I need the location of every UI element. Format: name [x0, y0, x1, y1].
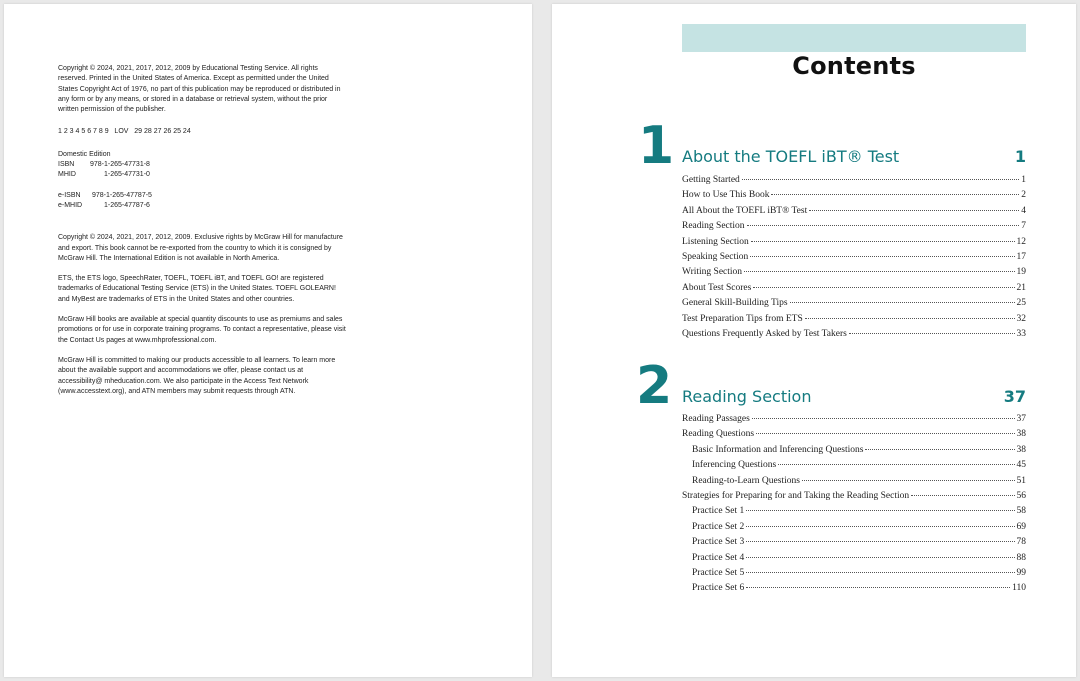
contents-page: [552, 4, 1076, 677]
toc-entry-page: 1: [1021, 175, 1026, 185]
dot-leader: [746, 541, 1014, 542]
toc-entry[interactable]: [682, 267, 1026, 282]
chapter-title: Reading Section: [682, 387, 812, 406]
chapter-page: 1: [1014, 147, 1026, 166]
toc-entry-label: Reading Section: [682, 221, 745, 232]
chapter-title: About the TOEFL iBT® Test: [682, 147, 900, 166]
mhid-value: 1-265-47731-0: [104, 171, 150, 179]
discounts-notice: McGraw Hill books are available at special quantity discounts to use as premiums and sales promotions or for use in corporate training programs. To contact a representative, please visit the Contact Us pages at www.mhprofessional.com.: [58, 316, 346, 344]
toc-entry[interactable]: [682, 429, 1026, 444]
toc-entry-label: Reading Questions: [682, 429, 755, 440]
toc-subentry[interactable]: [682, 445, 1026, 460]
toc-subentry[interactable]: [682, 460, 1026, 475]
toc-entry-label: Practice Set 2: [692, 521, 745, 532]
eisbn-row: [58, 191, 348, 201]
toc-entry[interactable]: [682, 491, 1026, 506]
toc-entry[interactable]: [682, 221, 1026, 236]
toc-entry-label: Basic Information and Inferencing Questions: [692, 444, 864, 455]
toc-entry[interactable]: [682, 206, 1026, 221]
toc-entry-label: Questions Frequently Asked by Test Takers: [682, 328, 847, 339]
dot-leader: [746, 526, 1014, 527]
trademarks-notice: ETS, the ETS logo, SpeechRater, TOEFL, TOEFL iBT, and TOEFL GO! are registered trademarks of Educational Testing Service (ETS) in the United States. TOEFL GOLEARN! and MyBest are trademarks of ETS in the United States and other countries.: [58, 275, 336, 303]
dot-leader: [911, 495, 1014, 496]
toc-entry-label: General Skill-Building Tips: [682, 298, 788, 309]
toc-list: [682, 175, 1026, 344]
toc-entry-page: 7: [1021, 221, 1026, 232]
dot-leader: [747, 225, 1020, 226]
toc-subentry[interactable]: [682, 583, 1026, 598]
toc-entry-page: 25: [1016, 298, 1026, 309]
toc-entry-page: 56: [1016, 490, 1026, 501]
toc-entry-page: 45: [1016, 460, 1026, 471]
toc-entry-label: How to Use This Book: [682, 190, 770, 201]
toc-entry-label: Writing Section: [682, 267, 743, 278]
toc-entry-label: Practice Set 1: [692, 506, 745, 517]
toc-entry-label: Inferencing Questions: [692, 460, 777, 471]
toc-entry-label: Reading-to-Learn Questions: [692, 475, 800, 486]
toc-entry[interactable]: [682, 237, 1026, 252]
eisbn-label: e-ISBN: [58, 191, 81, 199]
dot-leader: [802, 480, 1015, 481]
dot-leader: [865, 449, 1014, 450]
toc-entry-page: 33: [1016, 328, 1026, 339]
toc-entry-page: 88: [1016, 552, 1026, 563]
toc-subentry[interactable]: [682, 553, 1026, 568]
toc-entry-page: 110: [1012, 583, 1026, 594]
toc-entry-page: 38: [1016, 429, 1026, 440]
isbn-label: ISBN: [58, 161, 75, 169]
toc-entry[interactable]: [682, 190, 1026, 205]
eisbn-value: 978-1-265-47787-5: [92, 191, 152, 199]
dot-leader: [746, 587, 1010, 588]
toc-entry-page: 17: [1016, 251, 1026, 262]
dot-leader: [752, 418, 1015, 419]
toc-entry-label: Practice Set 4: [692, 552, 745, 563]
print-line: 1 2 3 4 5 6 7 8 9 LOV 29 28 27 26 25 24: [58, 128, 191, 136]
toc-entry-page: 38: [1016, 444, 1026, 455]
dot-leader: [753, 287, 1014, 288]
toc-entry[interactable]: [682, 283, 1026, 298]
toc-entry-page: 32: [1016, 313, 1026, 324]
toc-entry[interactable]: [682, 175, 1026, 190]
toc-entry-page: 99: [1016, 567, 1026, 578]
dot-leader: [778, 464, 1014, 465]
toc-entry-page: 69: [1016, 521, 1026, 532]
chapter-number: 2: [636, 356, 673, 416]
toc-entry-page: 78: [1016, 537, 1026, 548]
toc-entry-page: 12: [1016, 236, 1026, 247]
toc-entry-label: Reading Passages: [682, 414, 750, 424]
toc-subentry[interactable]: [682, 568, 1026, 583]
toc-entry[interactable]: [682, 252, 1026, 267]
toc-list: [682, 414, 1026, 599]
toc-entry-page: 58: [1016, 506, 1026, 517]
toc-entry-page: 51: [1016, 475, 1026, 486]
copyright-page: [4, 4, 532, 677]
dot-leader: [809, 210, 1019, 211]
toc-entry-label: Practice Set 5: [692, 567, 745, 578]
dot-leader: [805, 318, 1015, 319]
toc-entry-page: 21: [1016, 282, 1026, 293]
emhid-row: [58, 201, 348, 211]
dot-leader: [750, 256, 1014, 257]
toc-subentry[interactable]: [682, 506, 1026, 521]
toc-entry-page: 37: [1016, 414, 1026, 424]
accessibility-notice: McGraw Hill is committed to making our products accessible to all learners. To learn more about the available support and accommodations we offer, please contact us at accessibility@ mheducation.com. We also participate in the Access Text Network (www.accesstext.org), and ATN members may submit requests through ATN.: [58, 356, 336, 395]
chapter-number: 1: [638, 116, 675, 176]
dot-leader: [742, 179, 1019, 180]
toc-entry[interactable]: [682, 314, 1026, 329]
dot-leader: [771, 194, 1019, 195]
edition-label: Domestic Edition: [58, 150, 111, 158]
toc-entry-label: All About the TOEFL iBT® Test: [682, 205, 808, 216]
chapter-heading[interactable]: [682, 147, 1026, 166]
emhid-value: 1-265-47787-6: [104, 201, 150, 209]
toc-entry[interactable]: [682, 414, 1026, 429]
toc-entry-label: Listening Section: [682, 236, 749, 247]
toc-subentry[interactable]: [682, 522, 1026, 537]
toc-subentry[interactable]: [682, 537, 1026, 552]
copyright-block: [58, 64, 348, 397]
copyright-notice: Copyright © 2024, 2021, 2017, 2012, 2009 by Educational Testing Service. All rights reserved. Printed in the United States of America. Except as permitted under the United States Copyright Act of 1976, no part of this publication may be reproduced or distributed in any form or by any means, or stored in a database or retrieval system, without the prior written permission of the publisher.: [58, 65, 341, 114]
toc-entry-label: Test Preparation Tips from ETS: [682, 313, 803, 324]
toc-subentry[interactable]: [682, 476, 1026, 491]
emhid-label: e-MHID: [58, 201, 83, 209]
dot-leader: [746, 572, 1014, 573]
chapter-page: 37: [1003, 387, 1026, 406]
toc-entry[interactable]: [682, 298, 1026, 313]
isbn-row: [58, 160, 348, 170]
page-title: Contents: [792, 52, 916, 80]
isbn-value: 978-1-265-47731-8: [90, 161, 150, 169]
dot-leader: [744, 271, 1014, 272]
toc-entry-label: Speaking Section: [682, 251, 749, 262]
dot-leader: [746, 557, 1014, 558]
mhid-row: [58, 170, 348, 180]
toc-entry-label: About Test Scores: [682, 282, 752, 293]
dot-leader: [756, 433, 1014, 434]
chapter-heading[interactable]: [682, 387, 1026, 406]
toc-entry-page: 19: [1016, 267, 1026, 278]
dot-leader: [751, 241, 1015, 242]
toc-entry-label: Practice Set 6: [692, 583, 745, 594]
toc-entry-label: Strategies for Preparing for and Taking the Reading Section: [682, 490, 910, 501]
mhid-label: MHID: [58, 171, 76, 179]
toc-entry[interactable]: [682, 329, 1026, 344]
toc-entry-label: Practice Set 3: [692, 537, 745, 548]
header-band: [682, 24, 1026, 52]
dot-leader: [849, 333, 1015, 334]
toc-entry-page: 2: [1021, 190, 1026, 201]
dot-leader: [790, 302, 1015, 303]
dot-leader: [746, 510, 1014, 511]
toc-entry-label: Getting Started: [682, 175, 740, 185]
export-rights-notice: Copyright © 2024, 2021, 2017, 2012, 2009. Exclusive rights by McGraw Hill for manufacture and export. This book cannot be re-exported from the country to which it is consigned by McGraw Hill. The International Edition is not available in North America.: [58, 234, 343, 262]
toc-entry-page: 4: [1021, 205, 1026, 216]
